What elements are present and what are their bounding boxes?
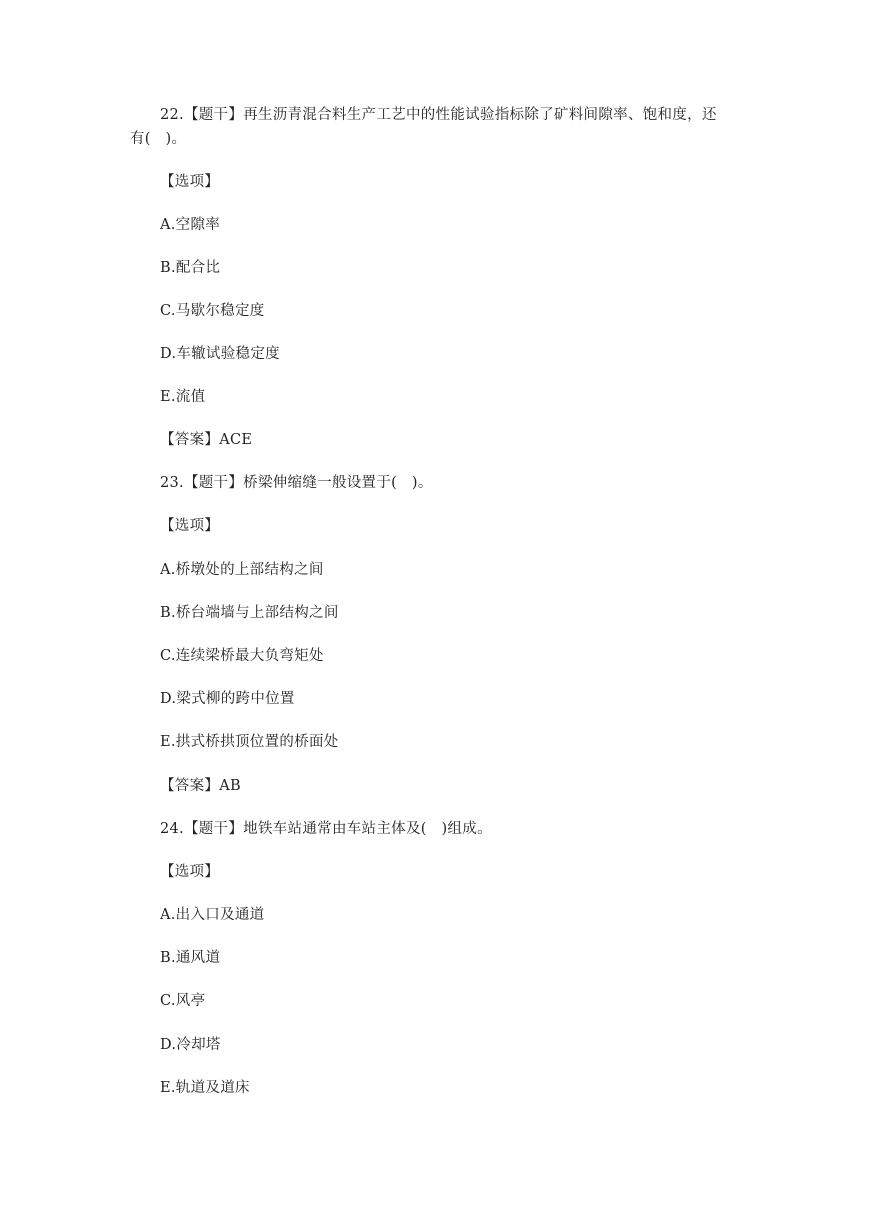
question-22-option-e: E.流值 [160, 389, 206, 405]
question-23-options-header: 【选项】 [160, 518, 220, 534]
question-24-option-c: C.风亭 [160, 993, 206, 1009]
question-23-option-c: C.连续梁桥最大负弯矩处 [160, 648, 324, 664]
question-24-option-d: D.冷却塔 [160, 1037, 221, 1053]
question-24-option-e: E.轨道及道床 [160, 1080, 250, 1096]
question-24-option-a: A.出入口及通道 [160, 907, 265, 923]
question-23-answer: 【答案】AB [160, 778, 241, 794]
question-22-option-a: A.空隙率 [160, 217, 221, 233]
question-24-options-header: 【选项】 [160, 864, 220, 880]
question-22-stem-continued: 有( )。 [130, 131, 187, 147]
question-23-stem: 23.【题干】桥梁伸缩缝一般设置于( )。 [160, 475, 433, 491]
question-23-option-d: D.梁式柳的跨中位置 [160, 691, 295, 707]
question-22-answer: 【答案】ACE [160, 432, 253, 448]
question-23-option-a: A.桥墩处的上部结构之间 [160, 562, 324, 578]
question-22-option-d: D.车辙试验稳定度 [160, 346, 280, 362]
question-22-options-header: 【选项】 [160, 174, 220, 190]
question-22-option-b: B.配合比 [160, 260, 221, 276]
question-24-stem: 24.【题干】地铁车站通常由车站主体及( )组成。 [160, 821, 492, 837]
question-22-stem: 22.【题干】再生沥青混合料生产工艺中的性能试验指标除了矿料间隙率、饱和度，还 [160, 107, 717, 123]
question-23-option-e: E.拱式桥拱顶位置的桥面处 [160, 734, 339, 750]
question-24-option-b: B.通风道 [160, 950, 221, 966]
question-22-option-c: C.马歇尔稳定度 [160, 303, 265, 319]
question-23-option-b: B.桥台端墙与上部结构之间 [160, 605, 339, 621]
